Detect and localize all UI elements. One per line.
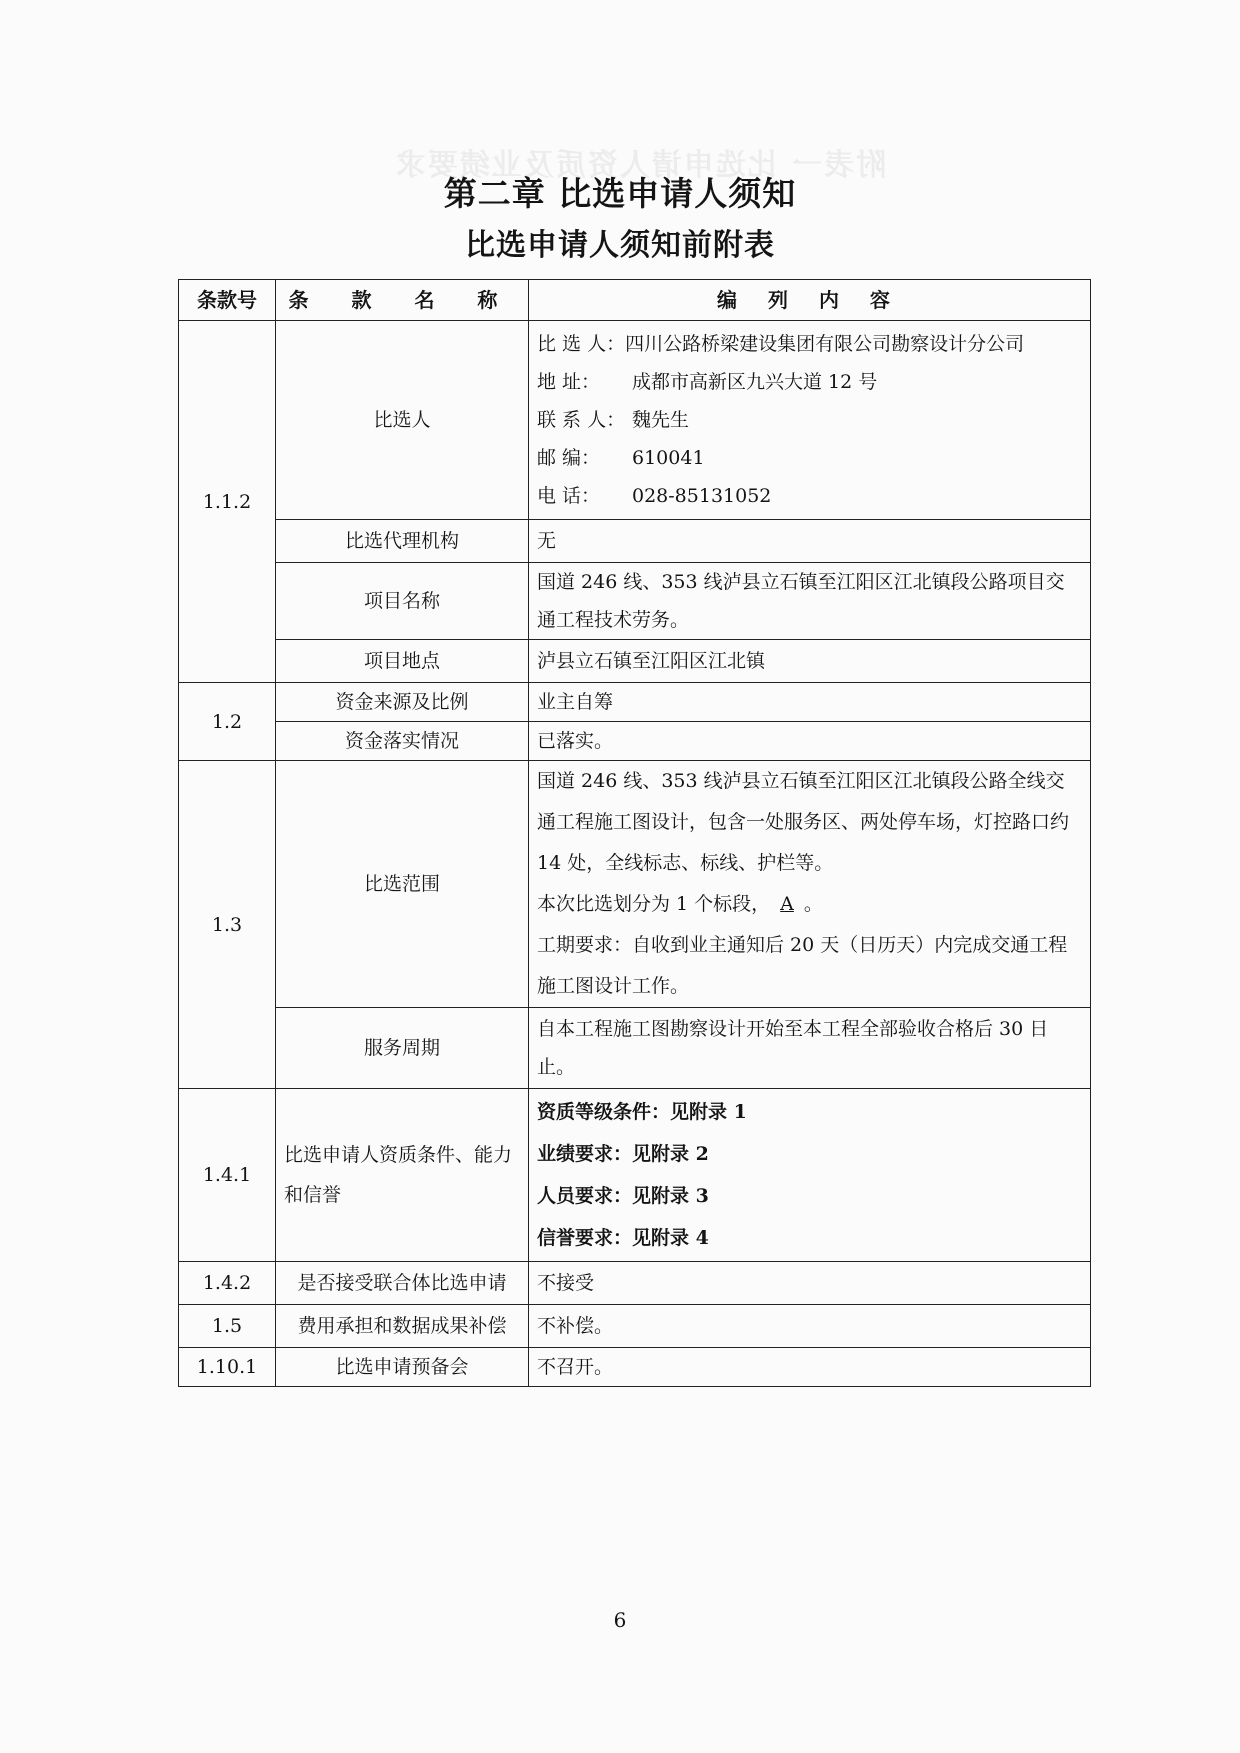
clause-content: 泸县立石镇至江阳区江北镇 bbox=[529, 640, 1091, 683]
contact-line: 联 系 人： 魏先生 bbox=[537, 409, 690, 431]
table-title: 比选申请人须知前附表 bbox=[465, 228, 775, 263]
clause-content bbox=[529, 761, 1091, 1008]
clause-name: 资金来源及比例 bbox=[276, 683, 529, 722]
reputation-item: 信誉要求：见附录 4 bbox=[537, 1227, 709, 1249]
clause-no: 1.4.1 bbox=[179, 1089, 276, 1262]
clause-name: 比选申请人资质条件、能力和信誉 bbox=[276, 1089, 529, 1262]
clause-name: 比选人 bbox=[276, 321, 529, 520]
appendix-table bbox=[178, 279, 1091, 1387]
table-row bbox=[179, 640, 1091, 683]
clause-content: 不补偿。 bbox=[529, 1305, 1091, 1348]
clause-content bbox=[529, 1089, 1091, 1262]
table-row bbox=[179, 1089, 1091, 1262]
header-row bbox=[179, 280, 1091, 321]
clause-name: 比选代理机构 bbox=[276, 520, 529, 563]
header-content: 编 列 内 容 bbox=[529, 280, 1091, 321]
table-row bbox=[179, 1348, 1091, 1387]
clause-content: 不接受 bbox=[529, 1262, 1091, 1305]
table-row bbox=[179, 1262, 1091, 1305]
clause-no: 1.3 bbox=[179, 761, 276, 1089]
clause-no: 1.5 bbox=[179, 1305, 276, 1348]
clause-content: 无 bbox=[529, 520, 1091, 563]
clause-name: 服务周期 bbox=[276, 1008, 529, 1089]
table-row bbox=[179, 761, 1091, 1008]
page-number: 6 bbox=[613, 1608, 627, 1632]
clause-content: 业主自筹 bbox=[529, 683, 1091, 722]
header-clause-no: 条款号 bbox=[179, 280, 276, 321]
table-row bbox=[179, 683, 1091, 722]
clause-content bbox=[529, 321, 1091, 520]
clause-content: 国道 246 线、353 线泸县立石镇至江阳区江北镇段公路项目交通工程技术劳务。 bbox=[529, 563, 1091, 640]
selector-line: 比 选 人：四川公路桥梁建设集团有限公司勘察设计分公司 bbox=[537, 333, 1025, 355]
clause-name: 比选申请预备会 bbox=[276, 1348, 529, 1387]
scope-text: 国道 246 线、353 线泸县立石镇至江阳区江北镇段公路全线交通工程施工图设计，包含一处服务区、两处停车场，灯控路口约 14 处，全线标志、标线、护栏等。 bbox=[537, 770, 1070, 874]
performance-item: 业绩要求：见附录 2 bbox=[537, 1143, 709, 1165]
postcode-line: 邮 编： 610041 bbox=[537, 447, 705, 469]
table-row bbox=[179, 520, 1091, 563]
clause-name: 是否接受联合体比选申请 bbox=[276, 1262, 529, 1305]
table-row bbox=[179, 563, 1091, 640]
clause-name: 项目名称 bbox=[276, 563, 529, 640]
qualification-item: 资质等级条件：见附录 1 bbox=[537, 1101, 747, 1123]
clause-no: 1.2 bbox=[179, 683, 276, 761]
lots-line: 本次比选划分为 1 个标段， A 。 bbox=[537, 893, 823, 915]
clause-name: 项目地点 bbox=[276, 640, 529, 683]
clause-no: 1.10.1 bbox=[179, 1348, 276, 1387]
show-through-text: 附表一 比选申请人资质及业绩要求 bbox=[393, 148, 887, 183]
header-clause-name: 条 款 名 称 bbox=[276, 280, 529, 321]
clause-content: 不召开。 bbox=[529, 1348, 1091, 1387]
personnel-item: 人员要求：见附录 3 bbox=[537, 1185, 709, 1207]
clause-no: 1.1.2 bbox=[179, 321, 276, 683]
address-line: 地 址： 成都市高新区九兴大道 12 号 bbox=[537, 371, 878, 393]
table-row bbox=[179, 722, 1091, 761]
period-text: 工期要求：自收到业主通知后 20 天（日历天）内完成交通工程施工图设计工作。 bbox=[537, 934, 1068, 997]
clause-content: 已落实。 bbox=[529, 722, 1091, 761]
table-row bbox=[179, 1305, 1091, 1348]
clause-name: 资金落实情况 bbox=[276, 722, 529, 761]
clause-content: 自本工程施工图勘察设计开始至本工程全部验收合格后 30 日止。 bbox=[529, 1008, 1091, 1089]
clause-name: 费用承担和数据成果补偿 bbox=[276, 1305, 529, 1348]
phone-line: 电 话： 028-85131052 bbox=[537, 485, 772, 507]
clause-no: 1.4.2 bbox=[179, 1262, 276, 1305]
table-row bbox=[179, 321, 1091, 520]
chapter-title: 第二章 比选申请人须知 bbox=[443, 174, 797, 213]
table-row bbox=[179, 1008, 1091, 1089]
clause-name: 比选范围 bbox=[276, 761, 529, 1008]
